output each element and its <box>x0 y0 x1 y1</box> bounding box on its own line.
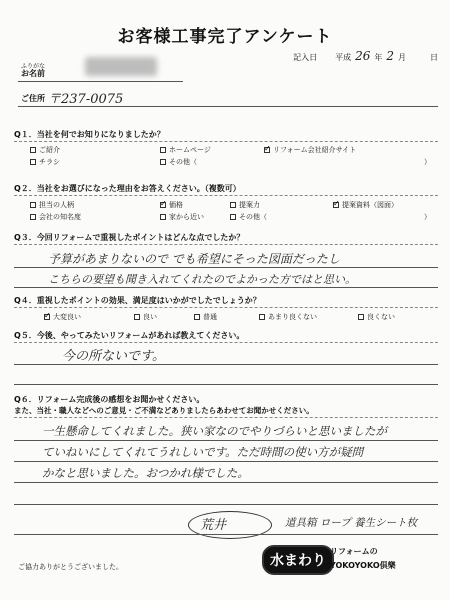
q4-option-3[interactable] <box>259 312 317 322</box>
q6-answer-line-2: ていねいにしてくれてうれしいです。ただ時間の使い方が疑問 <box>42 445 364 459</box>
date-label: 記入日 <box>293 53 318 62</box>
q2-option-2[interactable] <box>230 200 260 210</box>
signature-name: 荒井 <box>200 518 227 533</box>
q4-checkbox-1[interactable] <box>134 314 140 320</box>
q2-option-label: 家から近い <box>169 213 204 221</box>
q4-title: Q４．重視したポイントの効果、満足度はいかがでしたでしょうか？ <box>14 296 261 305</box>
q4-option-label: 良くない <box>367 313 395 321</box>
q1-option-0[interactable] <box>30 145 60 155</box>
q2-checkbox-6[interactable] <box>230 214 236 220</box>
q2-divider <box>14 195 438 196</box>
q3-underline-1 <box>14 267 438 268</box>
q5-underline-2 <box>14 384 438 385</box>
q4-divider <box>14 307 438 308</box>
q1-option-label: ホームページ <box>169 146 211 154</box>
q6-subtitle: また、当社・職人などへのご意見・ご不満などありましたらあわせてお聞かせください。 <box>14 406 314 415</box>
name-underline <box>18 81 183 82</box>
q1-title: Q１．当社を何でお知りになりましたか？ <box>14 130 165 139</box>
q1-checkbox-4[interactable] <box>160 159 166 165</box>
furigana-label: ふりがな <box>21 63 46 70</box>
q2-checkbox-5[interactable] <box>160 214 166 220</box>
q3-answer-line-1: 予算があまりないので でも希望にそった図面だったし <box>48 252 340 266</box>
q1-checkbox-1[interactable] <box>160 147 166 153</box>
q3-underline-2 <box>14 287 438 288</box>
thanks-text: ご協力ありがとうございました。 <box>18 563 123 571</box>
address-underline <box>18 106 438 107</box>
q4-option-label: あまり良くない <box>268 313 317 321</box>
q2-checkbox-4[interactable] <box>30 214 36 220</box>
q2-option-3[interactable] <box>333 200 398 210</box>
q4-option-0[interactable] <box>44 312 81 322</box>
q6-title: Q６．リフォーム完成後の感想をお聞かせください。 <box>14 395 205 404</box>
q2-option-label: 提案力 <box>239 201 260 209</box>
q6-underline-5 <box>14 534 438 535</box>
q4-checkbox-0[interactable] <box>44 314 50 320</box>
month-unit: 月 <box>398 53 406 62</box>
q1-option-label: その他（ <box>169 158 197 166</box>
q6-answer-line-3: かなと思いました。おつかれ様でした。 <box>42 466 249 480</box>
brand-tagline: リフォームの <box>330 547 378 556</box>
q5-title: Q５．今後、やってみたいリフォームがあれば教えてください。 <box>14 331 245 340</box>
q1-option-1[interactable] <box>160 145 211 155</box>
q2-checkbox-0[interactable] <box>30 202 36 208</box>
q2-option-label: 提案資料（図面） <box>342 201 398 209</box>
q2-option-label: 価格 <box>169 201 183 209</box>
q2-option-label: 会社の知名度 <box>39 213 81 221</box>
q5-answer: 今の所ないです。 <box>62 349 165 364</box>
era-label: 平成 <box>335 53 352 62</box>
q2-option-6[interactable] <box>230 212 267 222</box>
q2-close-paren: ） <box>424 213 431 221</box>
q6-underline-3 <box>14 482 438 483</box>
q4-option-label: 良い <box>143 313 157 321</box>
q2-checkbox-1[interactable] <box>160 202 166 208</box>
q2-option-1[interactable] <box>160 200 183 210</box>
q2-checkbox-2[interactable] <box>230 202 236 208</box>
q3-title: Q３．今回リフォームで重視したポイントはどんな点でしたか？ <box>14 233 245 242</box>
day-unit: 日 <box>430 53 438 62</box>
brand-company: YOKOYOKO倶樂 <box>330 561 396 570</box>
address-label: ご住所 <box>21 94 45 103</box>
q2-option-5[interactable] <box>160 212 204 222</box>
q4-checkbox-2[interactable] <box>194 314 200 320</box>
q1-option-label: ご紹介 <box>39 146 60 154</box>
q1-option-3[interactable] <box>30 157 60 167</box>
year-unit: 年 <box>374 53 383 62</box>
q6-underline-1 <box>14 440 438 441</box>
q1-close-paren: ） <box>424 158 431 166</box>
q6-underline-2 <box>14 461 438 462</box>
q2-option-0[interactable] <box>30 200 74 210</box>
q1-checkbox-0[interactable] <box>30 147 36 153</box>
q5-divider <box>14 342 438 343</box>
q4-option-4[interactable] <box>358 312 395 322</box>
date-row <box>293 49 438 63</box>
q1-option-label: チラシ <box>39 158 60 166</box>
signature-note: 道具箱 ロープ 養生シート枚 <box>285 517 418 529</box>
q4-checkbox-4[interactable] <box>358 314 364 320</box>
q5-underline-1 <box>14 364 438 365</box>
q1-checkbox-2[interactable] <box>264 147 270 153</box>
brand-logo: 水まわり <box>262 545 334 575</box>
q2-option-label: その他（ <box>239 213 267 221</box>
q6-answer-line-1: 一生懸命してくれました。狭い家なのでやりづらいと思いましたが <box>42 424 387 438</box>
q2-checkbox-3[interactable] <box>333 202 339 208</box>
q1-option-4[interactable] <box>160 157 197 167</box>
q1-option-2[interactable] <box>264 145 356 155</box>
q3-answer-line-2: こちらの要望も聞き入れてくれたのでよかった方ではと思い。 <box>48 273 356 286</box>
q2-option-label: 担当の人柄 <box>39 201 74 209</box>
month-value: 2 <box>386 49 394 63</box>
q3-divider <box>14 244 438 245</box>
address-value: 〒237-0075 <box>48 92 124 107</box>
redacted-name <box>85 57 157 76</box>
q2-option-4[interactable] <box>30 212 81 222</box>
q4-option-label: 普通 <box>203 313 217 321</box>
q1-checkbox-3[interactable] <box>30 159 36 165</box>
q2-title: Q２．当社をお選びになった理由をお答えください。（複数可） <box>14 184 241 193</box>
q4-option-2[interactable] <box>194 312 217 322</box>
q6-divider <box>14 417 438 418</box>
q1-option-label: リフォーム会社紹介サイト <box>273 146 357 154</box>
q4-checkbox-3[interactable] <box>259 314 265 320</box>
q4-option-label: 大変良い <box>53 313 81 321</box>
q6-underline-4 <box>14 504 438 505</box>
year-value: 26 <box>355 49 371 63</box>
q1-divider <box>14 141 438 142</box>
survey-title: お客様工事完了アンケート <box>117 27 333 47</box>
q4-option-1[interactable] <box>134 312 157 322</box>
name-label: お名前 <box>21 69 45 78</box>
